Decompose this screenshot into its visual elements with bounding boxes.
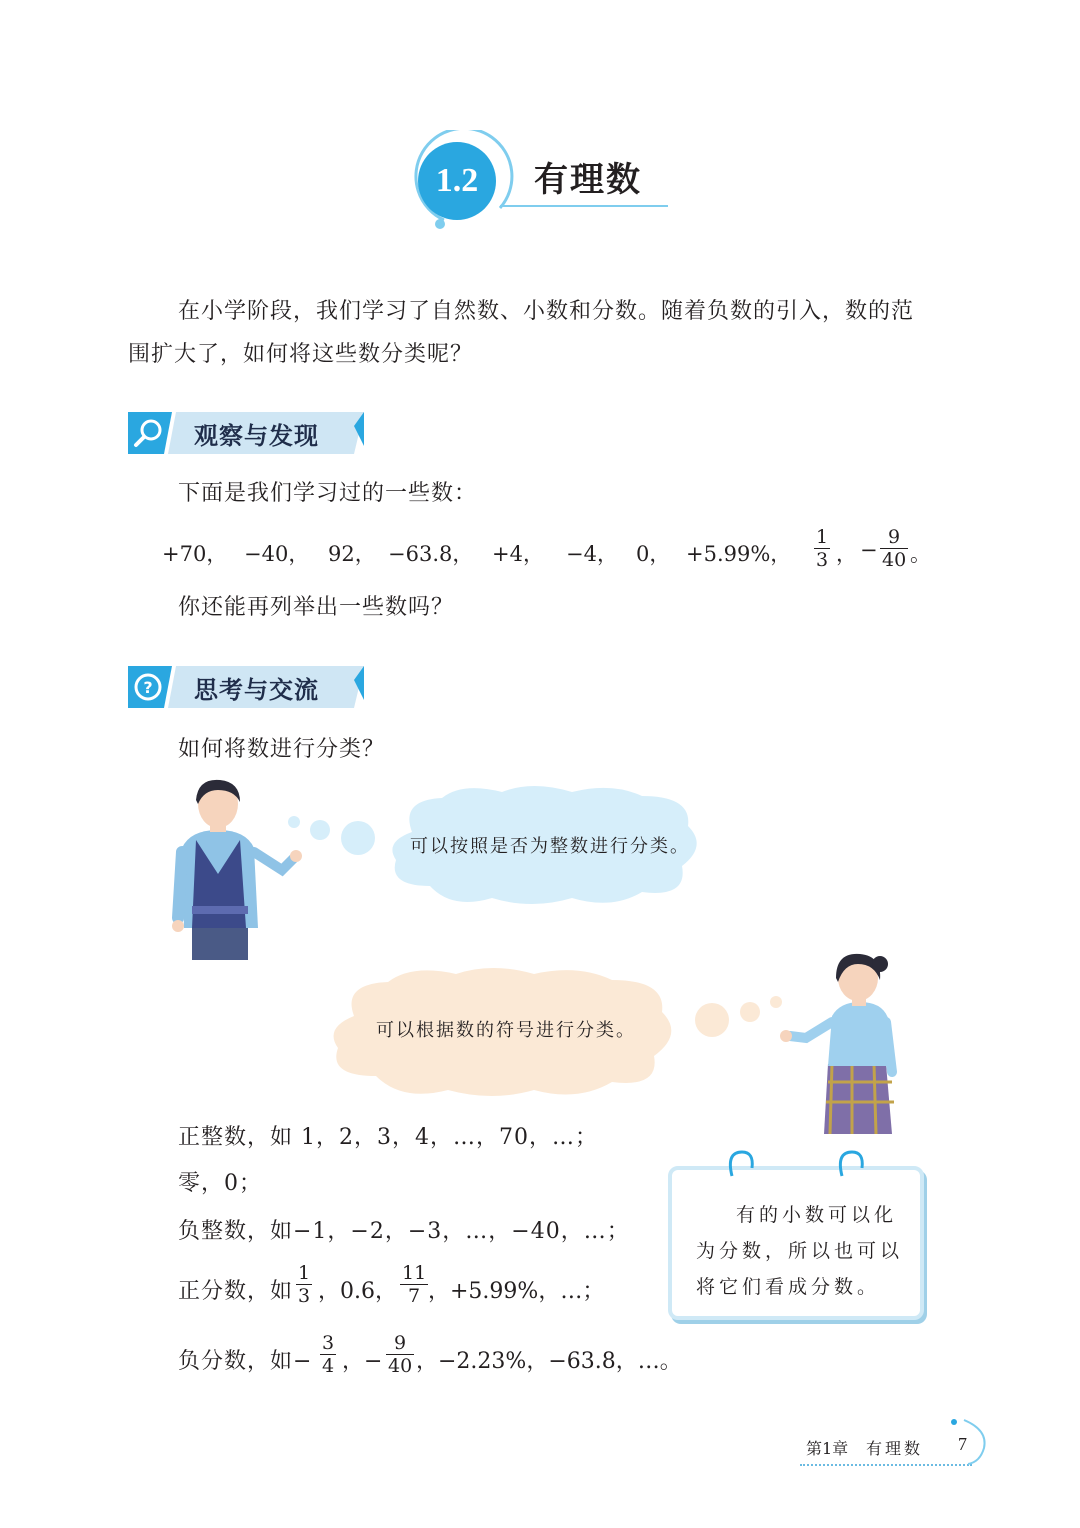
class-positive-fractions: 正分数，如 $\frac{1}{3}$ ，0.6， $\frac{11}{7}$ ，+5.99%，…； <box>178 1262 605 1307</box>
question-bubble-icon <box>132 670 166 704</box>
fraction: $\frac{3}{4}$ <box>322 1332 335 1377</box>
intro-line-2: 围扩大了，如何将这些数分类呢？ <box>128 342 474 367</box>
note-rings <box>720 1146 880 1182</box>
page-number: 7 <box>958 1434 967 1454</box>
thought-dots <box>690 992 790 1042</box>
note-card <box>668 1166 924 1320</box>
think-prompt: 如何将数进行分类？ <box>178 737 386 762</box>
footer-chapter: 第1章 <box>806 1439 849 1458</box>
note-line-1: 有的小数可以化 <box>736 1204 898 1226</box>
girl-speech: 可以根据数的符号进行分类。 <box>376 1020 636 1041</box>
number-item: +4， <box>492 542 544 566</box>
boy-speech: 可以按照是否为整数进行分类。 <box>410 836 690 857</box>
page-number-ornament <box>948 1416 992 1468</box>
class-negative-integers: 负整数，如−1，−2，−3，…，−40，…； <box>178 1219 630 1244</box>
fraction: $\frac{1}{3}$ <box>298 1262 311 1307</box>
number-item: +70， <box>162 542 228 566</box>
number-list <box>162 522 962 582</box>
boy-illustration <box>170 778 310 960</box>
footer-rule <box>800 1464 972 1466</box>
class-negative-fractions: 负分数，如− $\frac{3}{4}$ ，− $\frac{9}{40}$ ，−2.23%，−63.8，…。 <box>178 1332 682 1377</box>
number-separator: ， <box>836 542 857 566</box>
observe-prompt: 下面是我们学习过的一些数： <box>178 481 478 506</box>
class-zero: 零，0； <box>178 1171 262 1196</box>
number-item: −63.8， <box>388 542 474 566</box>
note-line-2: 为分数，所以也可以 <box>696 1240 904 1262</box>
number-item: 0， <box>636 542 671 566</box>
number-end: 。 <box>910 542 931 566</box>
fraction-one-third: $\frac{1}{3}$ <box>816 526 829 571</box>
observe-question: 你还能再列举出一些数吗？ <box>178 595 455 620</box>
girl-illustration <box>776 952 906 1136</box>
observe-heading-tag <box>128 412 364 454</box>
number-sign: − <box>860 538 878 562</box>
fraction-neg-nine-fortieths: $\frac{9}{40}$ <box>882 526 907 571</box>
section-number: 1.2 <box>418 142 496 220</box>
class-positive-integers: 正整数，如 1，2，3，4，…，70，…； <box>178 1125 598 1150</box>
thought-dots <box>284 808 384 858</box>
number-item: +5.99%， <box>686 542 792 566</box>
number-item: 92， <box>328 542 376 566</box>
fraction: $\frac{11}{7}$ <box>402 1262 427 1307</box>
think-heading-tag <box>128 666 364 708</box>
note-line-3: 将它们看成分数。 <box>696 1276 881 1298</box>
magnifier-icon <box>132 416 166 450</box>
intro-line-1: 在小学阶段，我们学习了自然数、小数和分数。随着负数的引入，数的范 <box>178 299 915 324</box>
think-heading: 思考与交流 <box>194 676 319 704</box>
fraction: $\frac{9}{40}$ <box>388 1332 413 1377</box>
number-item: −40， <box>244 542 310 566</box>
svg-text:?: ? <box>143 678 153 697</box>
footer-title: 有理数 <box>866 1439 924 1458</box>
section-title: 有理数 <box>534 160 642 200</box>
observe-heading: 观察与发现 <box>194 422 319 450</box>
number-item: −4， <box>566 542 618 566</box>
